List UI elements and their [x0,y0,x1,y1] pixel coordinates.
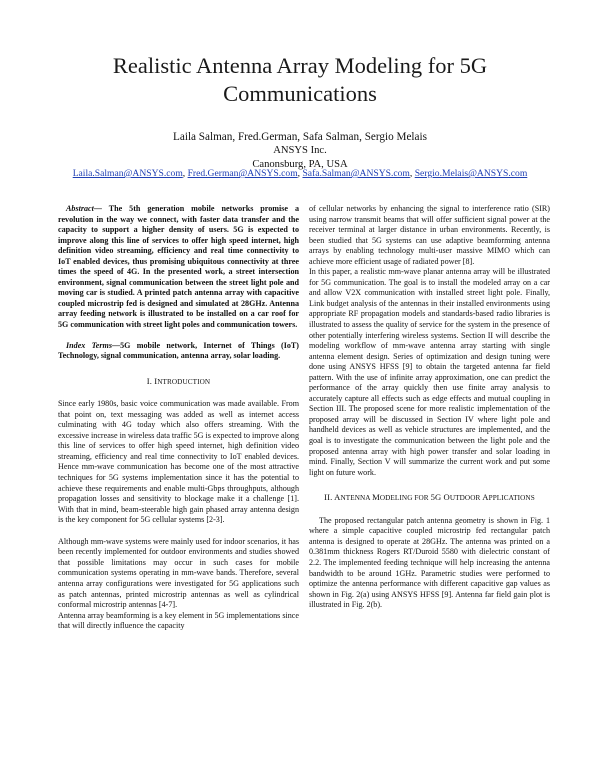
right-column [309,204,550,611]
email-link[interactable]: Fred.German@ANSYS.com [187,168,298,179]
section2-paragraph-1: The proposed rectangular patch antenna geometry is shown in Fig. 1 where a simple capacitive coupled microstrip fed rectangular patch antenna is designed to operate at 28GHz. The antenna was printed on a 0.381mm thickness Rogers RT/Duroid 5580 with dielectric constant of 2.2. The implemented feeding technique will help increasing the antenna bandwidth to be around 1GHz. Parametric studies were performed to optimize the antenna performance with different capacitive gap values as shown in Fig. 2(a) using ANSYS HFSS [9]. Antenna far field gain plot is illustrated in Fig. 2(b). [309,515,550,610]
index-terms [58,341,299,362]
index-terms-label: Index Terms— [66,340,121,350]
email-link[interactable]: Safa.Salman@ANSYS.com [302,168,410,179]
abstract [58,204,299,331]
email-link[interactable]: Sergio.Melais@ANSYS.com [414,168,528,179]
intro-paragraph-1: Since early 1980s, basic voice communication was made available. From that point on, text messaging was added as well as internet access culminating with 4G today which also offers streaming. With the excessive increase in wireless data traffic 5G is expected to improve along this line of services to offer high speed internet, high definition video streaming, efficiency and real time connectivity to IoT enabled devices. Hence mm-wave communication has become one of the most attractive techniques for 5G systems implementation since it has the potential to achieve these requirements and enable multi-Gbps throughputs, although propagation losses and sensitivity to blockage make it a challenge [1]. With that in mind, beam-steerable high gain phased array antenna design is the key component for 5G cellular systems [2-3]. [58,399,299,525]
author-location: Canonsburg, PA, USA [252,159,348,170]
section-heading-antenna-modeling: II. ANTENNA MODELING FOR 5G OUTDOOR APPLICATIONS [324,492,535,503]
abstract-text: The 5th generation mobile networks promise a revolution in the way we connect, with faster data transfer and the capacity to support a higher density of users. 5G is expected to improve along this line of services to offer high speed internet, high definition video streaming, efficiency and real time connectivity to IoT enabled devices, thus promising ubiquitous connectivity at three times the speed of 4G. In the presented work, a street intersection environment, signal communication between the street light pole and moving car is studied. A printed patch antenna array with capacitive coupled microstrip fed is designed and simulated at 28GHz. Antenna array feeding network is illustrated to be installed on a car roof for 5G communication with street light poles and communication towers. [58,204,299,330]
abstract-label: Abstract— [66,204,102,213]
section-heading-introduction: I. INTRODUCTION [146,375,211,386]
email-link[interactable]: Laila.Salman@ANSYS.com [72,168,183,179]
intro-paragraph-2: Although mm-wave systems were mainly used for indoor scenarios, it has been recently implemented for outdoor environments and studies showed that possible limitations may occur in such cases for mobile communication systems operating in mm-wave bands. Therefore, several antenna array configurations were investigated for 5G applications such as patch antennas, printed microstrip antennas as well as cylindrical conformal microstrip antennas [4-7]. [58,536,299,610]
author-emails: Laila.Salman@ANSYS.com, Fred.German@ANSYS.com, Safa.Salman@ANSYS.com, Sergio.Melais@ANSYS.com [72,168,528,179]
author-org: ANSYS Inc. [273,145,327,156]
intro-paragraph-4: of cellular networks by enhancing the signal to interference ratio (SIR) using narrow transmit beams that will offer sufficient signal power at the receiver terminal at larger distance in urban environments. Recently, is been studied that 5G systems can use adaptive beamforming antenna arrays by enabling technology multi-user massive MIMO which can achieve more efficient usage of radiated power [8]. [309,204,550,266]
author-names: Laila Salman, Fred.German, Safa Salman, Sergio Melais [173,131,427,143]
intro-paragraph-5: In this paper, a realistic mm-wave planar antenna array will be illustrated for 5G communication. The goal is to install the modeled array on a car and allow V2X communication with installed street light pole. Finally, Link budget analysis of the antennas in their installed environments using appropriate RF propagation models and standards-based radio libraries is illustrated to assess the quality of service for the system in the presence of other potentially interfering wireless systems. Section II will describe the modeling workflow of mm-wave antenna array starting with single antenna element design. Series of optimization and design tuning were done using ANSYS HFSS [9] to obtain the targeted antenna far field pattern. With the use of infinite array approximation, one can predict the performance of the array quickly then use finite array analysis to accurately capture all effects such as edge effects and mutual coupling in Section III. The proposed scene for more realistic implementation of the proposed array will be discussed in Section IV where light pole and handheld devices as well as vehicle structures are implemented, and the goal is to investigate the communication between the light pole and the proposed antenna array with high power transfer and solar loading in mind. Finally, Section V will summarize the current work and put some light on future work. [309,267,550,477]
left-column [58,204,299,632]
paper-title: Realistic Antenna Array Modeling for 5G Communications [112,53,488,106]
index-terms-text: 5G mobile network, Internet of Things (IoT) Technology, signal communication, antenna array, solar loading. [58,340,299,361]
author-block [40,130,560,172]
paragraph-gap [58,526,299,537]
intro-paragraph-3: Antenna array beamforming is a key element in 5G implementations since that will directly influence the capacity [58,610,299,631]
